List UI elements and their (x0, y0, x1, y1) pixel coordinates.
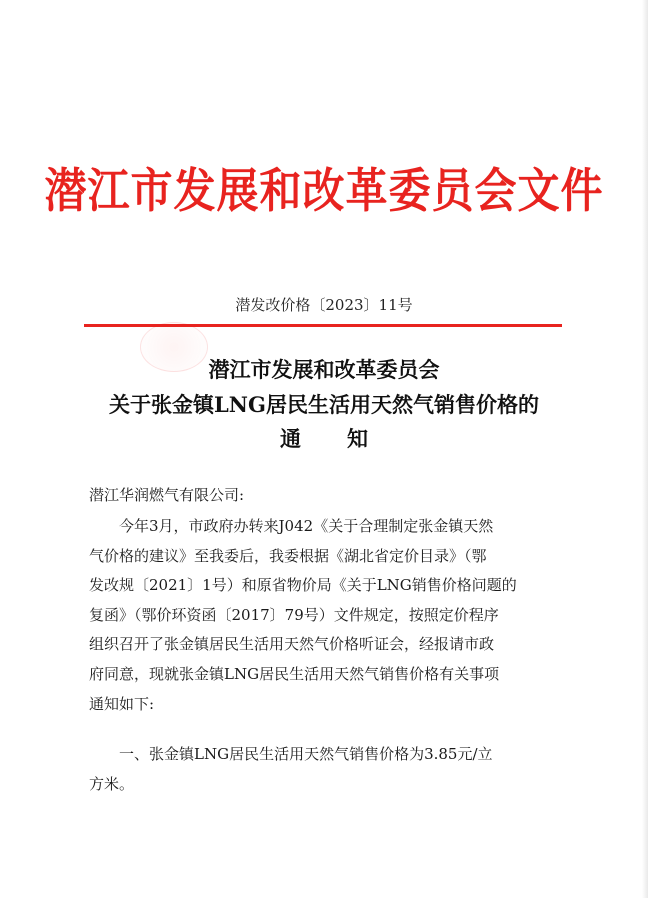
paragraph-1-line: 通知如下: (89, 694, 155, 713)
paragraph-1-line: 今年3月，市政府办转来J042《关于合理制定张金镇天然 (119, 517, 494, 535)
notice-title-line-1: 潜江市发展和改革委员会 (208, 357, 440, 382)
paragraph-1-line: 组织召开了张金镇居民生活用天然气价格听证会，经报请市政 (89, 635, 495, 654)
paragraph-2 (89, 740, 561, 799)
paragraph-1-line: 气价格的建议》至我委后，我委根据《湖北省定价目录》（鄂 (89, 546, 487, 565)
paragraph-2-line: 一、张金镇LNG居民生活用天然气销售价格为3.85元/立 (119, 745, 493, 763)
paragraph-1-line: 府同意，现就张金镇LNG居民生活用天然气销售价格有关事项 (89, 664, 500, 683)
paragraph-1 (89, 512, 561, 719)
paragraph-1-line: 发改规〔2021〕1号）和原省物价局《关于LNG销售价格问题的 (89, 576, 517, 595)
issuer-banner: 潜江市发展和改革委员会文件 (44, 163, 604, 219)
paragraph-1-line: 复函》（鄂价环资函〔2017〕79号）文件规定，按照定价程序 (89, 605, 499, 624)
paragraph-2-line: 方米。 (89, 774, 135, 793)
salutation: 潜江华润燃气有限公司: (89, 486, 245, 504)
notice-title-line-3: 通知 (280, 426, 414, 451)
notice-title-line-2: 关于张金镇LNG居民生活用天然气销售价格的 (109, 392, 539, 417)
document-number: 潜发改价格〔2023〕11号 (235, 296, 413, 314)
